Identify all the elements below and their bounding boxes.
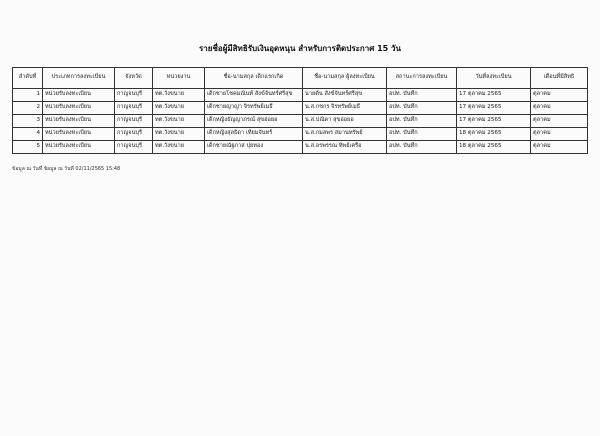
cell-registration-status: อปท. บันทึก (387, 141, 457, 154)
document-title: รายชื่อผู้มีสิทธิรับเงินอุดหนุน สำหรับการติดประกาศ 15 วัน (199, 44, 401, 53)
cell-eligible-month: ตุลาคม (531, 102, 588, 115)
cell-registration-date: 17 ตุลาคม 2565 (457, 102, 531, 115)
cell-agency: ทต.วังขนาย (153, 115, 205, 128)
table-row (13, 115, 588, 128)
cell-registrant-name: น.ส.อรพรรณ ทิพย์เครือ (303, 141, 387, 154)
cell-registration-type: หน่วยรับลงทะเบียน (43, 89, 115, 102)
cell-index: 4 (13, 128, 43, 141)
header-registration-date: วันที่ลงทะเบียน (457, 68, 531, 89)
table-row (13, 89, 588, 102)
cell-registration-status: อปท. บันทึก (387, 89, 457, 102)
cell-registration-date: 17 ตุลาคม 2565 (457, 115, 531, 128)
cell-eligible-month: ตุลาคม (531, 89, 588, 102)
cell-agency: ทต.วังขนาย (153, 89, 205, 102)
cell-index: 3 (13, 115, 43, 128)
cell-eligible-month: ตุลาคม (531, 115, 588, 128)
cell-registration-type: หน่วยรับลงทะเบียน (43, 141, 115, 154)
table-header-row (13, 68, 588, 89)
cell-index: 1 (13, 89, 43, 102)
cell-registration-type: หน่วยรับลงทะเบียน (43, 115, 115, 128)
cell-province: กาญจนบุรี (115, 115, 153, 128)
cell-eligible-month: ตุลาคม (531, 128, 588, 141)
cell-registrant-name: น.ส.กชกร จิรทรัพย์เมธี (303, 102, 387, 115)
header-eligible-month: เดือนที่มีสิทธิ (531, 68, 588, 89)
header-registrant-name: ชื่อ-นามสกุล ผู้ลงทะเบียน (303, 68, 387, 89)
table-row (13, 141, 588, 154)
cell-registrant-name: น.ส.ปณิดา สุขอ่อยอ (303, 115, 387, 128)
cell-registrant-name: น.ส.กมลพร สมานทรัพย์ (303, 128, 387, 141)
cell-registration-status: อปท. บันทึก (387, 128, 457, 141)
cell-child-name: เด็กหญิงธัญญาภรณ์ สุขอ่อยอ (205, 115, 303, 128)
cell-registration-status: อปท. บันทึก (387, 102, 457, 115)
cell-child-name: เด็กชายณัฐภาส ปุยทอง (205, 141, 303, 154)
cell-registration-date: 18 ตุลาคม 2565 (457, 141, 531, 154)
cell-registration-status: อปท. บันทึก (387, 115, 457, 128)
cell-province: กาญจนบุรี (115, 102, 153, 115)
header-province: จังหวัด (115, 68, 153, 89)
cell-registration-type: หน่วยรับลงทะเบียน (43, 102, 115, 115)
table-row (13, 128, 588, 141)
cell-eligible-month: ตุลาคม (531, 141, 588, 154)
header-registration-status: สถานะการลงทะเบียน (387, 68, 457, 89)
header-registration-type: ประเภทการลงทะเบียน (43, 68, 115, 89)
cell-province: กาญจนบุรี (115, 141, 153, 154)
header-index: ลำดับที่ (13, 68, 43, 89)
cell-child-name: เด็กชายโชคมณินท์ สังข์จันทร์ศรีสุข (205, 89, 303, 102)
cell-agency: ทต.วังขนาย (153, 128, 205, 141)
header-child-name: ชื่อ-นามสกุล เด็กแรกเกิด (205, 68, 303, 89)
table-row (13, 102, 588, 115)
cell-child-name: เด็กหญิงสุลธิดา เทียมจันทร์ (205, 128, 303, 141)
cell-index: 5 (13, 141, 43, 154)
cell-registration-date: 18 ตุลาคม 2565 (457, 128, 531, 141)
cell-child-name: เด็กชายญาญ่า จิรทรัพย์เมธี (205, 102, 303, 115)
cell-registration-type: หน่วยรับลงทะเบียน (43, 128, 115, 141)
header-agency: หน่วยงาน (153, 68, 205, 89)
data-timestamp-note: ข้อมูล ณ วันที่ ข้อมูล ณ วันที่ 02/11/2565 15:48 (12, 166, 121, 172)
cell-agency: ทต.วังขนาย (153, 141, 205, 154)
cell-index: 2 (13, 102, 43, 115)
beneficiary-table (12, 67, 588, 154)
cell-registration-date: 17 ตุลาคม 2565 (457, 89, 531, 102)
cell-registrant-name: นายต้น สังข์จันทร์ศรีสุข (303, 89, 387, 102)
cell-agency: ทต.วังขนาย (153, 102, 205, 115)
cell-province: กาญจนบุรี (115, 89, 153, 102)
cell-province: กาญจนบุรี (115, 128, 153, 141)
